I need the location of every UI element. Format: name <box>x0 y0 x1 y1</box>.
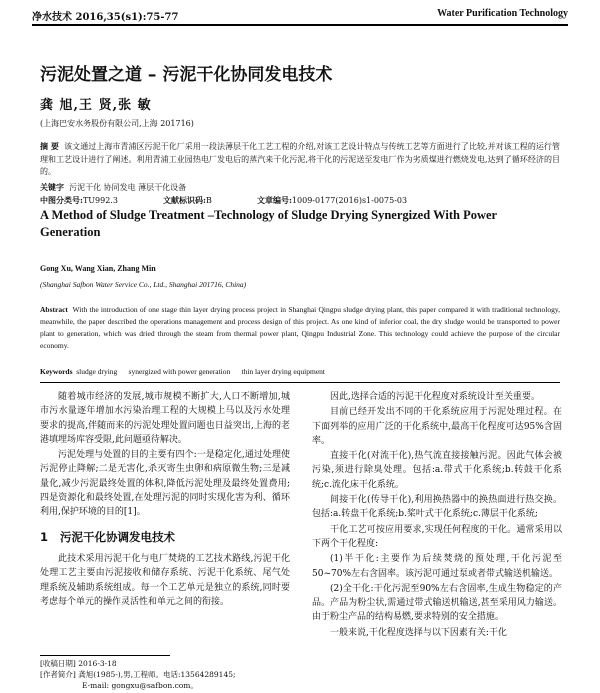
authors-cn: 龚 旭,王 贤,张 敏 <box>40 98 152 113</box>
keywords-en-label: Keywords <box>40 367 73 376</box>
keywords-cn-text: 污泥干化 协同发电 薄层干化设备 <box>69 183 187 192</box>
journal-header-left: 净水技术 2016,35(s1):75-77 <box>32 12 179 23</box>
right-paragraph: 间接干化(传导干化),利用换热器中的换热面进行热交换。包括:a.转盘干化系统;b.桨叶式干化系统;c.薄层干化系统; <box>312 495 562 520</box>
left-paragraph: 随着城市经济的发展,城市规模不断扩大,人口不断增加,城市污水量逐年增加水污染治理工程的大规模上马以及污水处理要求的提高,伴随而来的污泥处理处置问题也日益突出,上海的老港填埋场库容受限,此问题亟待解决。 <box>40 392 290 445</box>
right-paragraph: (2)全干化:干化污泥至90%左右含固率,生成生物稳定的产品。产品为粉尘状,需通过带式输送机输送,甚至采用风力输送。由于粉尘产品的结构易燃,要求特别的安全措施。 <box>312 583 562 623</box>
section-heading <box>40 530 290 544</box>
journal-header-right: Water Purification Technology <box>437 8 568 19</box>
abstract-en <box>40 304 560 352</box>
section-number: 1 <box>40 529 49 544</box>
doc-code-value: B <box>205 196 212 205</box>
article-no-value: 1009-0177(2016)s1-0075-03 <box>291 196 408 205</box>
affiliation-en: (Shanghai Safbon Water Service Co., Ltd., Shanghai 201716, China) <box>40 280 247 289</box>
footnote-email: E-mail: gongxu@safbon.com。 <box>82 681 198 690</box>
clc-label: 中图分类号: <box>40 195 83 205</box>
keywords-en <box>40 367 325 376</box>
keywords-cn <box>40 181 186 195</box>
left-paragraph: 此技术采用污泥干化与电厂焚烧的工艺技术路线,污泥干化处理工艺主要由污泥接收和储存系统、污泥干化系统、尾气处理系统及辅助系统组成。每一个工艺单元是独立的系统,同时要考虑每个单元的操作灵活性和单元之间的衔接。 <box>40 553 290 607</box>
abstract-cn-text: 该文通过上海市青浦区污泥干化厂采用一段法薄层干化工艺工程的介绍,对该工艺设计特点与传统工艺等方面进行了比较,并对该工程的运行管理和工艺设计进行了阐述。利用青浦工业园热电厂发电后的蒸汽来干化污泥,将干化的污泥送至发电厂作为劣质煤进行燃烧发电,达到了循环经济的目的。 <box>40 142 560 176</box>
right-paragraph: 因此,选择合适的污泥干化程度对系统设计至关重要。 <box>330 392 540 402</box>
section-title: 污泥干化协调发电技术 <box>60 529 176 544</box>
classification-line <box>40 194 560 208</box>
keywords-en-text: sludge drying synergized with power generation thin layer drying equipment <box>76 367 326 376</box>
left-column <box>40 390 290 610</box>
left-paragraph: 污泥处理与处置的目的主要有四个:一是稳定化,通过处理使污泥停止降解;二是无害化,杀灭寄生虫卵和病原微生物;三是减量化,减少污泥最终处置的体积,降低污泥处理及最终处置费用;四是资源化和最终处置,在处理污泥的同时实现化害为利、循环利用,保护环境的目的[1]。 <box>40 450 290 518</box>
article-no-label: 文章编号: <box>256 195 292 205</box>
authors-en: Gong Xu, Wang Xian, Zhang Min <box>40 264 156 273</box>
abstract-cn-label: 摘 要 <box>40 141 59 151</box>
right-paragraph: 直接干化(对流干化),热气流直接接触污泥。因此气体会被污染,须进行除臭处理。包括:a.带式干化系统;b.转鼓干化系统;c.流化床干化系统。 <box>312 451 562 490</box>
clc-value: TU992.3 <box>82 196 118 205</box>
abstract-rule <box>40 382 560 383</box>
abstract-en-text: With the introduction of one stage thin layer drying process project in Shanghai Qingpu sludge drying plant, this paper compared it with traditional technology, meanwhile, the paper described the operations management and process design of this project. As one kind of inferior coal, the dry sludge would be transported to power plant to generation, which was dried through the steam from thermal power plant, Qingpu Industrial Zone. This technology could achieve the purpose of the circular economy. <box>40 305 560 350</box>
abstract-en-label: Abstract <box>40 305 68 314</box>
right-paragraph: 一般来说,干化程度选择与以下因素有关:干化 <box>330 627 507 638</box>
doc-code-label: 文献标识码: <box>163 195 206 205</box>
right-column <box>312 390 562 641</box>
right-paragraph: 干化工艺可按应用要求,实现任何程度的干化。通常采用以下两个干化程度: <box>312 524 562 549</box>
footnote-received: [收稿日期] 2016-3-18 <box>40 659 117 668</box>
right-paragraph: 目前已经开发出不同的干化系统应用于污泥处理过程。在下面列举的应用广泛的干化系统中,最高干化程度可达95%含固率。 <box>312 407 562 446</box>
keywords-cn-label: 关键字 <box>40 182 64 192</box>
footnote-author: [作者简介] 龚旭(1985-),男,工程师。电话:13564289145; <box>40 670 236 679</box>
abstract-cn <box>40 140 560 179</box>
right-paragraph: (1)半干化:主要作为后续焚烧的预处理,干化污泥至50~70%左右含固率。该污泥可通过泵或者带式输送机输送。 <box>312 554 562 579</box>
header-rule <box>32 24 568 26</box>
paper-title-en: A Method of Sludge Treatment –Technology of Sludge Drying Synergized With Power Generation <box>40 208 497 239</box>
affiliation-cn: (上海巴安水务股份有限公司,上海 201716) <box>40 119 194 128</box>
paper-title-cn: 污泥处置之道 – 污泥干化协同发电技术 <box>40 65 333 85</box>
footnote-rule <box>40 655 170 656</box>
